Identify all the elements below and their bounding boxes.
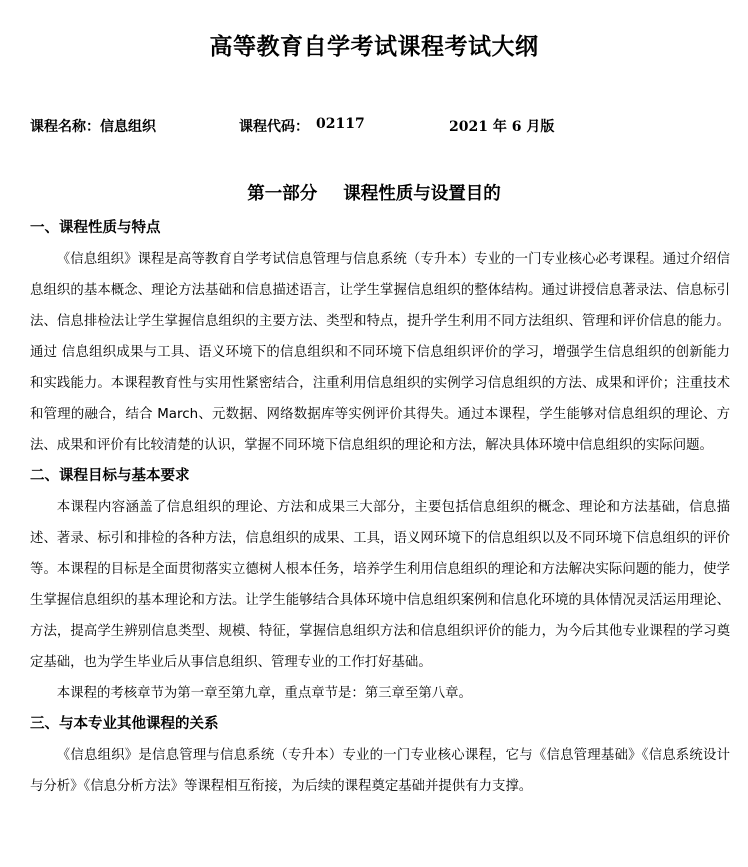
part-title: 课程性质与设置目的 — [343, 184, 501, 204]
body-paragraph: 本课程的考核章节为第一章至第九章，重点章节是：第三章至第八章。 — [56, 686, 472, 701]
course-name-label: 课程名称： — [30, 119, 100, 135]
document-title: 高等教育自学考试课程考试大纲 — [209, 33, 539, 60]
course-code-value: 02117 — [316, 116, 365, 132]
section-heading: 一、课程性质与特点 — [30, 220, 161, 236]
section-heading: 二、课程目标与基本要求 — [30, 468, 190, 484]
section-heading: 三、与本专业其他课程的关系 — [30, 716, 219, 732]
document-body — [30, 213, 730, 802]
body-paragraph: 《信息组织》课程是高等教育自学考试信息管理与信息系统（专升本）专业的一门专业核心必考课程。通过介绍信息组织的基本概念、理论方法基础和信息描述语言，让学生掌握信息组织的整体结构。通过讲授信息著录法、信息标引法、信息排检法让学生掌握信息组织的主要方法、类型和特点，提升学生利用不同方法组织、管理和评价信息的能力。通过 信息组织成果与工具、语义环境下的信息组织和不同环境下信息组织评价的学习，增强学生信息组织的创新能力和实践能力。本课程教育性与实用性紧密结合，注重利用信息组织的实例学习信息组织的方法、成果和评价；注重技术和管理的融合，结合 March、元数据、网络数据库等实例评价其得失。通过本课程，学生能够对信息组织的理论、方法、成果和评价有比较清楚的认识，掌握不同环境下信息组织的理论和方法，解决具体环境中信息组织的实际问题。 — [30, 252, 730, 453]
course-name-value: 信息组织 — [100, 119, 156, 135]
course-meta-row — [30, 116, 730, 136]
body-paragraph: 《信息组织》是信息管理与信息系统（专升本）专业的一门专业核心课程，它与《信息管理基础》《信息系统设计与分析》《信息分析方法》等课程相互衔接，为后续的课程奠定基础并提供有力支撑。 — [30, 748, 730, 794]
body-paragraph: 本课程内容涵盖了信息组织的理论、方法和成果三大部分，主要包括信息组织的概念、理论和方法基础，信息描述、著录、标引和排检的各种方法，信息组织的成果、工具，语义网环境下的信息组织以及不同环境下信息组织的评价等。本课程的目标是全面贯彻落实立德树人根本任务，培养学生利用信息组织的理论和方法解决实际问题的能力，使学生掌握信息组织的基本理论和方法。让学生能够结合具体环境中信息组织案例和信息化环境的具体情况灵活运用理论、方法，提高学生辨别信息类型、规模、特征，掌握信息组织方法和信息组织评价的能力，为今后其他专业课程的学习奠定基础，也为学生毕业后从事信息组织、管理专业的工作打好基础。 — [30, 500, 730, 670]
part-heading — [0, 180, 748, 205]
course-code-label: 课程代码： — [239, 119, 309, 135]
version-text: 2021 年 6 月版 — [449, 119, 555, 135]
part-number: 第一部分 — [247, 184, 318, 204]
